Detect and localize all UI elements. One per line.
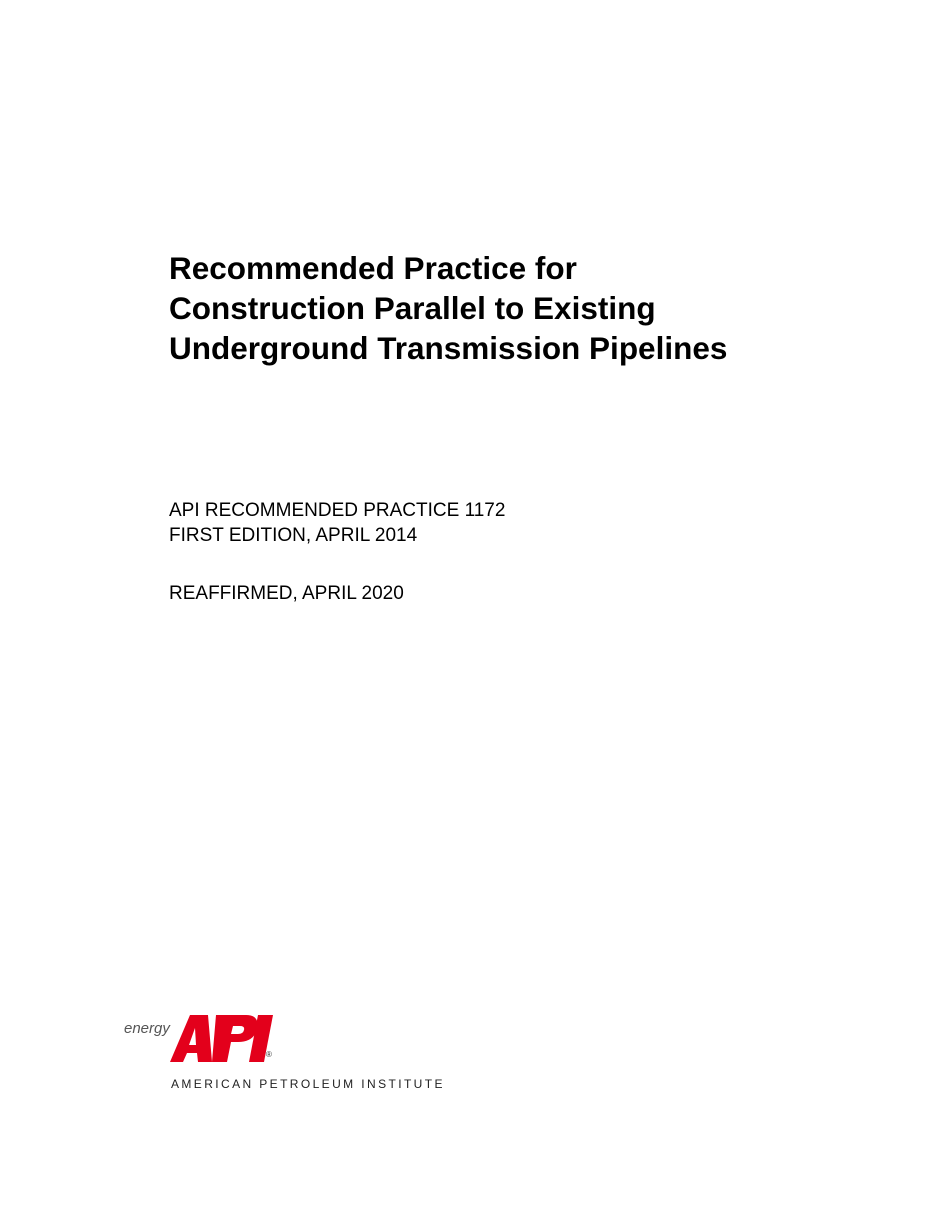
title-line-1: Recommended Practice for xyxy=(169,250,577,286)
document-title xyxy=(169,248,909,368)
edition-date: FIRST EDITION, APRIL 2014 xyxy=(169,525,418,546)
logo-letter-a xyxy=(170,1015,212,1062)
api-logo xyxy=(120,1010,445,1095)
document-designation xyxy=(169,498,505,548)
api-logo-mark xyxy=(120,1010,280,1070)
title-line-2: Construction Parallel to Existing xyxy=(169,290,656,326)
registered-mark: ® xyxy=(266,1050,272,1059)
standard-number: API RECOMMENDED PRACTICE 1172 xyxy=(169,500,506,521)
organization-name: AMERICAN PETROLEUM INSTITUTE xyxy=(171,1077,445,1091)
reaffirmed-date: REAFFIRMED, APRIL 2020 xyxy=(169,583,404,604)
title-line-3: Underground Transmission Pipelines xyxy=(169,330,728,366)
logo-tagline: energy xyxy=(124,1020,170,1037)
